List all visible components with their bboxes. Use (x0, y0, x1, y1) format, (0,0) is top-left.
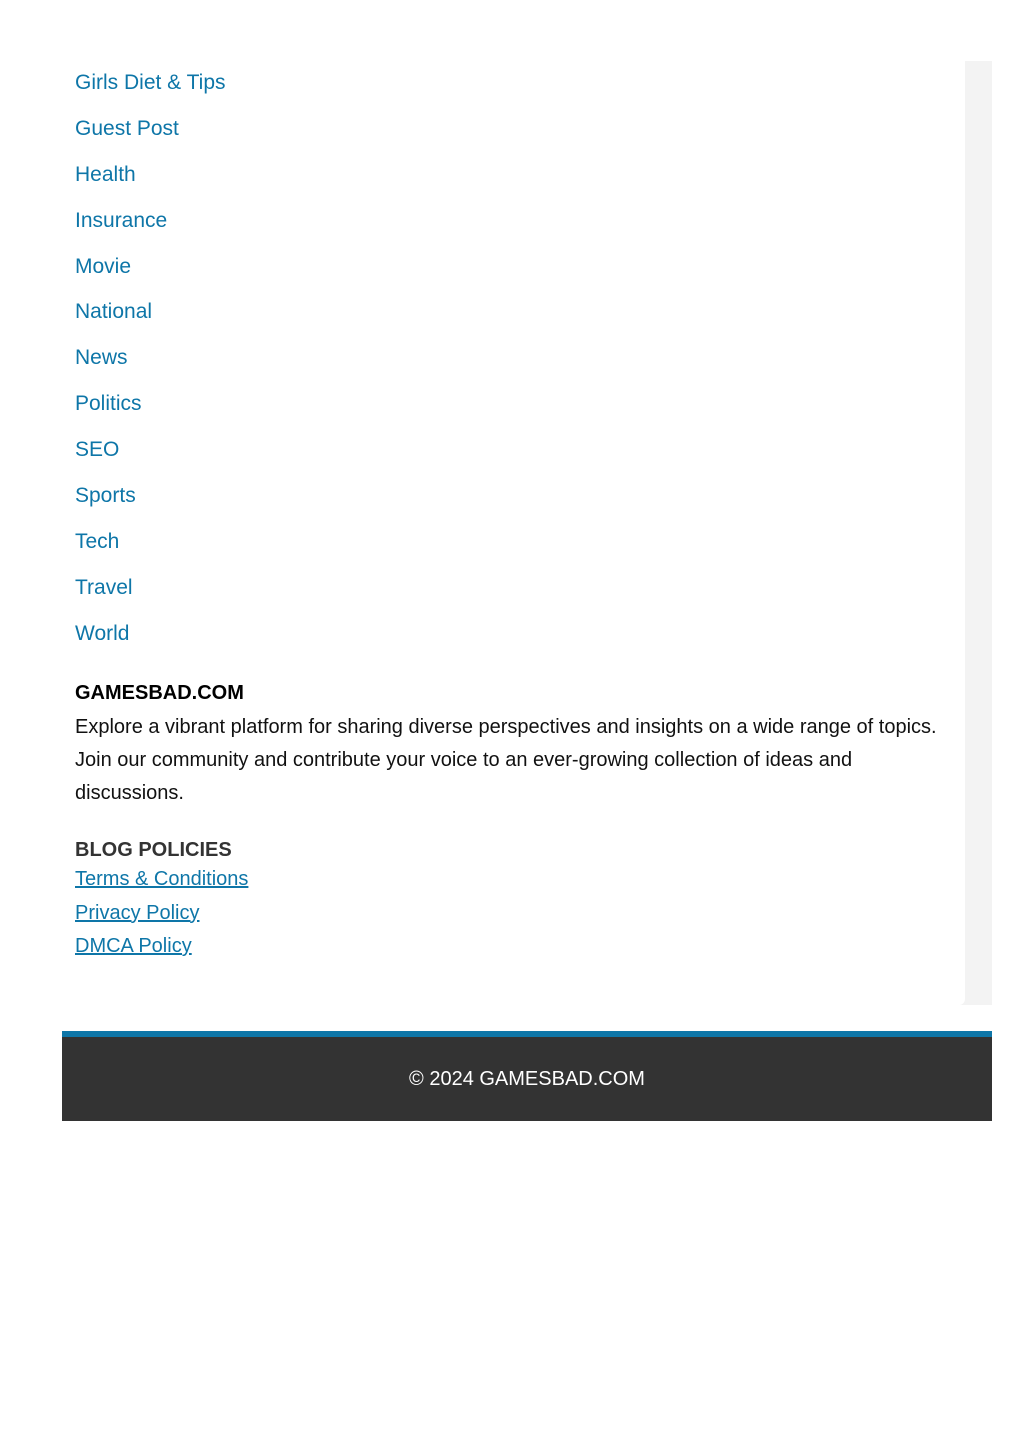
category-item-national (75, 297, 226, 343)
category-item-movie (75, 252, 226, 298)
category-item-politics (75, 389, 226, 435)
policy-item-dmca (75, 930, 248, 964)
category-link-world[interactable]: World (75, 621, 130, 645)
category-link-news[interactable]: News (75, 346, 128, 370)
about-description: Explore a vibrant platform for sharing diverse perspectives and insights on a wide range of topics. Join our community and contribute your voice to an ever-growing collection of ideas and discussions. (75, 716, 937, 804)
policy-list (75, 863, 248, 964)
category-link-travel[interactable]: Travel (75, 575, 133, 599)
blog-policies-section (75, 837, 248, 964)
copyright-text: © 2024 GAMESBAD.COM (409, 1068, 645, 1090)
category-link-health[interactable]: Health (75, 162, 136, 186)
category-item-news (75, 343, 226, 389)
category-link-girls-diet-tips[interactable]: Girls Diet & Tips (75, 71, 226, 94)
dmca-policy-link[interactable]: DMCA Policy (75, 935, 192, 957)
category-link-guest-post[interactable]: Guest Post (75, 116, 179, 140)
about-section (75, 680, 955, 810)
category-link-national[interactable]: National (75, 300, 153, 324)
policies-title: BLOG POLICIES (75, 839, 232, 861)
category-item-travel (75, 573, 226, 619)
category-item-seo (75, 435, 226, 481)
category-item-guest-post (75, 114, 226, 160)
site-footer (62, 1031, 992, 1121)
category-link-insurance[interactable]: Insurance (75, 208, 168, 232)
privacy-policy-link[interactable]: Privacy Policy (75, 901, 200, 924)
category-item-health (75, 160, 226, 206)
category-item-world (75, 619, 226, 665)
about-title: GAMESBAD.COM (75, 682, 244, 704)
category-link-politics[interactable]: Politics (75, 392, 142, 416)
category-item-girls-diet-tips (75, 68, 226, 114)
category-link-sports[interactable]: Sports (75, 484, 136, 508)
policy-item-terms (75, 863, 248, 897)
category-link-seo[interactable]: SEO (75, 438, 120, 462)
category-item-tech (75, 527, 226, 573)
policy-item-privacy (75, 897, 248, 931)
category-item-insurance (75, 206, 226, 252)
page-frame (62, 61, 992, 1005)
category-item-sports (75, 481, 226, 527)
category-link-movie[interactable]: Movie (75, 254, 132, 278)
sidebar-content (62, 61, 965, 1005)
terms-conditions-link[interactable]: Terms & Conditions (75, 868, 249, 890)
category-list (75, 68, 226, 665)
category-link-tech[interactable]: Tech (75, 529, 120, 553)
